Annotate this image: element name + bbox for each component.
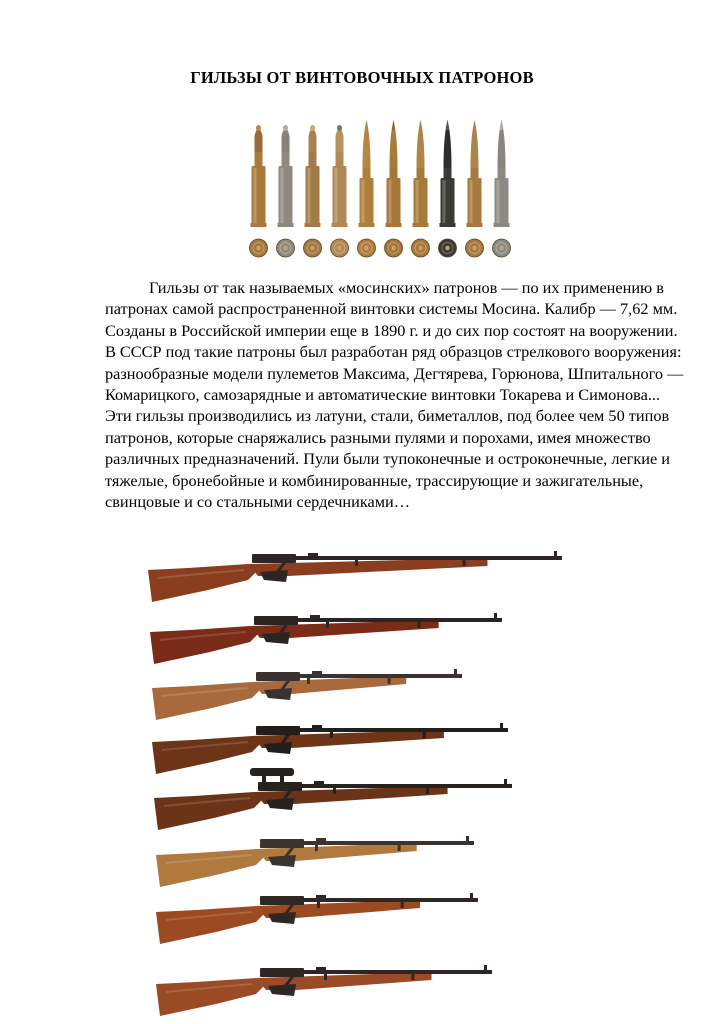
rifle-icon	[152, 723, 508, 774]
cartridge-icon	[439, 120, 457, 257]
rifle-icon	[152, 669, 462, 720]
rifles-image	[140, 540, 570, 1020]
cartridge-icon	[358, 120, 376, 257]
document-title: ГИЛЬЗЫ ОТ ВИНТОВОЧНЫХ ПАТРОНОВ	[190, 68, 534, 87]
rifle-icon	[154, 768, 512, 830]
cartridge-icon	[493, 120, 511, 257]
rifle-icon	[156, 965, 492, 1016]
rifle-icon	[156, 893, 478, 944]
cartridge-icon	[304, 125, 322, 257]
cartridge-icon	[466, 120, 484, 257]
rifle-icon	[156, 836, 474, 887]
cartridge-icon	[277, 125, 295, 257]
body-paragraph: Гильзы от так называемых «мосинских» патронов — по их применению в патронах самой распространенной винтовки системы Мосина. Калибр — 7,62 мм. Созданы в Российской империи еще в 1890 г. и до сих пор состоят на вооружении. В СССР под такие патроны был разработан ряд образцов стрелкового вооружения: разнообразные модели пулеметов Максима, Дегтярева, Горюнова, Шпитального — Комарицкого, самозарядные и автоматические винтовки Токарева и Симонова... Эти гильзы производились из латуни, стали, биметаллов, под более чем 50 типов патронов, которые снаряжались разными пулями и порохами, имея множество различных предназначений. Пули были тупоконечные и остроконечные, легкие и тяжелые, бронебойные и комбинированные, трассирующие и зажигательные, свинцовые и со стальными сердечниками…	[105, 278, 684, 512]
rifle-icon	[150, 613, 502, 664]
rifle-icon	[148, 551, 562, 602]
cartridge-icon	[385, 120, 403, 257]
cartridge-icon	[331, 125, 349, 257]
cartridge-icon	[412, 120, 430, 257]
cartridge-icon	[250, 125, 268, 257]
cartridges-image	[245, 108, 515, 266]
